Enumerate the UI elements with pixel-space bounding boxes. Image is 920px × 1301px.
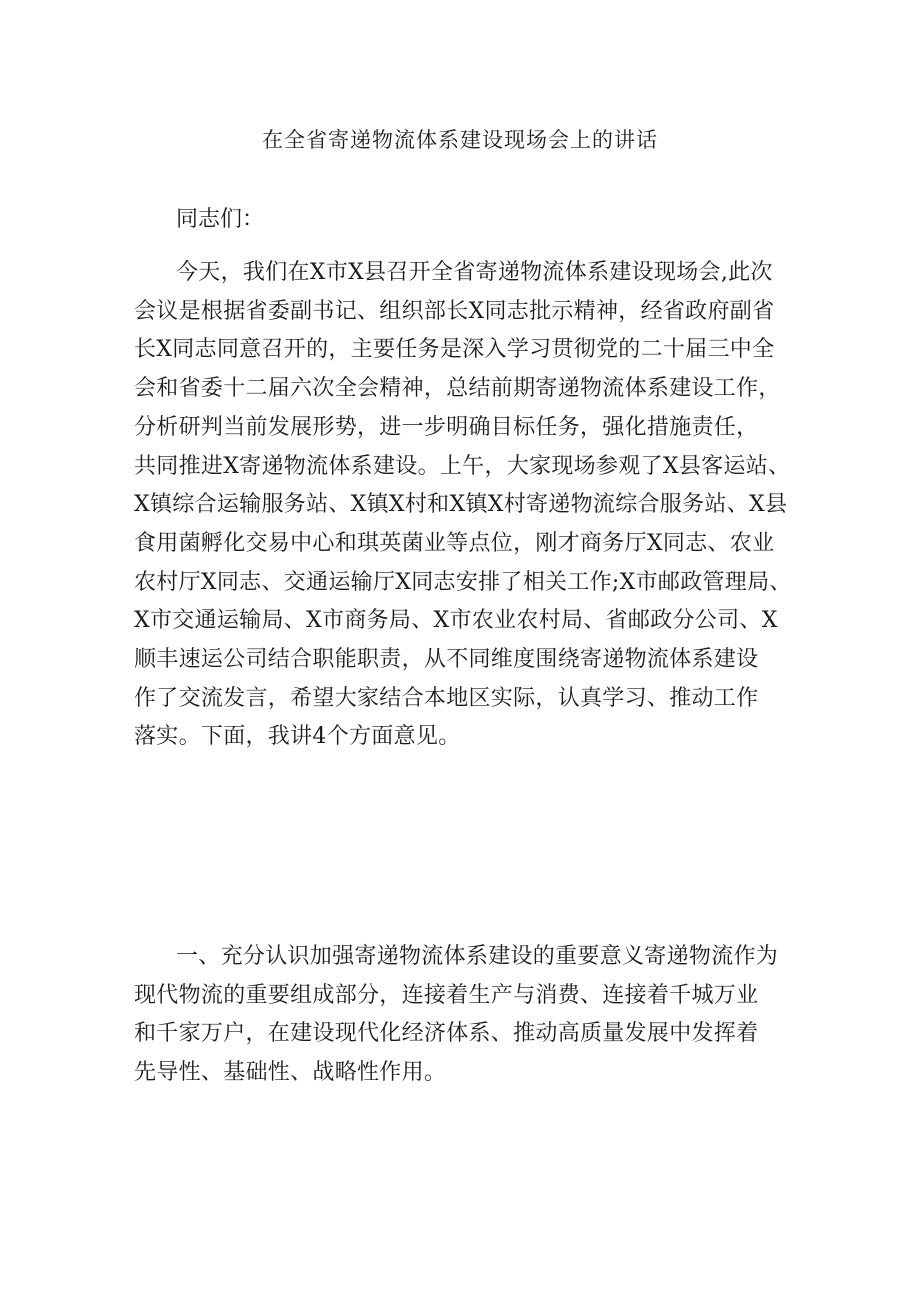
paragraph-line: 一、充分认识加强寄递物流体系建设的重要意义寄递物流作为 [176, 944, 779, 969]
paragraph-line: 农村厅X同志、交通运输厅X同志安排了相关工作;X市邮政管理局、 [134, 569, 792, 595]
paragraph-line: 现代物流的重要组成部分，连接着生产与消费、连接着千城万业 [134, 982, 759, 1008]
paragraph-line: 今天，我们在X市X县召开全省寄递物流体系建设现场会,此次 [176, 260, 773, 285]
paragraph-intro [134, 254, 794, 757]
paragraph-line: X市交通运输局、X市商务局、X市农业农村局、省邮政分公司、X [134, 608, 778, 634]
paragraph-line: 作了交流发言，希望大家结合本地区实际，认真学习、推动工作 [134, 685, 759, 711]
paragraph-line: 顺丰速运公司结合职能职责，从不同维度围绕寄递物流体系建设 [134, 647, 759, 673]
paragraph-line: 会和省委十二届六次全会精神，总结前期寄递物流体系建设工作， [134, 376, 781, 402]
document-title: 在全省寄递物流体系建设现场会上的讲话 [262, 128, 658, 152]
greeting: 同志们： [176, 207, 265, 232]
paragraph-line: 长X同志同意召开的，主要任务是深入学习贯彻党的二十届三中全 [134, 337, 775, 363]
paragraph-line: 共同推进X寄递物流体系建设。上午，大家现场参观了X县客运站、 [134, 453, 791, 479]
paragraph-section-one [134, 938, 794, 1093]
paragraph-line: 会议是根据省委副书记、组织部长X同志批示精神，经省政府副省 [134, 298, 775, 324]
paragraph-line: 先导性、基础性、战略性作用。 [134, 1060, 447, 1086]
paragraph-line: 分析研判当前发展形势，进一步明确目标任务，强化措施责任， [134, 414, 759, 440]
paragraph-line: 食用菌孵化交易中心和琪英菌业等点位，刚才商务厅X同志、农业 [134, 530, 775, 556]
paragraph-line: 和千家万户，在建设现代化经济体系、推动高质量发展中发挥着 [134, 1021, 759, 1047]
paragraph-line: X镇综合运输服务站、X镇X村和X镇X村寄递物流综合服务站、X县 [134, 492, 788, 518]
paragraph-line: 落实。下面，我讲4个方面意见。 [134, 724, 461, 750]
